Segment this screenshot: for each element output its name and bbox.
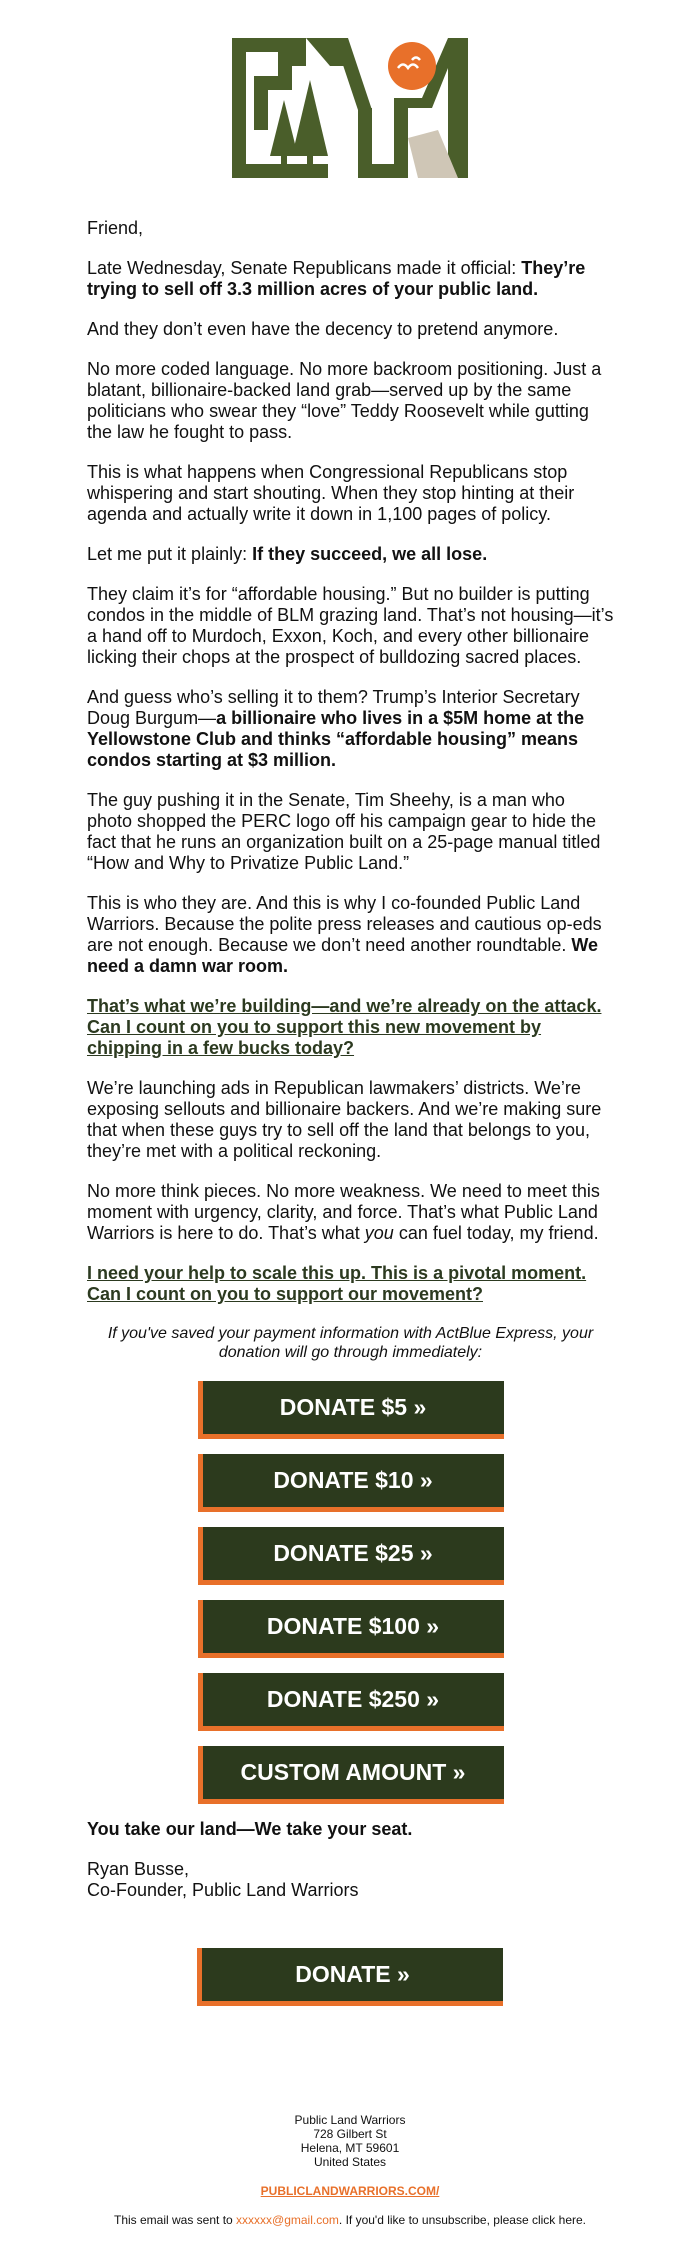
support-link-2[interactable]: I need your help to scale this up. This is a pivotal moment. Can I count on you to support our movement? [87,1263,587,1304]
footer-unsubscribe-text[interactable]: . If you'd like to unsubscribe, please click here. [338,2213,586,2227]
footer-org: Public Land Warriors [294,2113,406,2127]
paragraph-9-text: This is who they are. And this is why I co-founded Public Land Warriors. Because the polite press releases and cautious op-eds are not enough. Because we don’t need another roundtable. [87,893,602,955]
paragraph-1-text: Late Wednesday, Senate Republicans made it official: [87,258,522,278]
paragraph-4: This is what happens when Congressional Republicans stop whispering and start shouting. When they stop hinting at their agenda and actually write it down in 1,100 pages of policy. [87,462,575,524]
footer-street: 728 Gilbert St [313,2127,387,2141]
paragraph-7 [87,687,614,771]
paragraph-1-bold: They’re trying to sell off 3.3 million acres of your public land. [87,258,586,299]
donate-100-button[interactable]: DONATE $100 » [198,1600,504,1658]
donate-25-button[interactable]: DONATE $25 » [198,1527,504,1585]
paragraph-11-italic: you [364,1223,394,1243]
paragraph-11-text-end: can fuel today, my friend. [393,1223,599,1243]
paragraph-11-text: No more think pieces. No more weakness. We need to meet this moment with urgency, clarity, and force. That’s what Public Land Warriors is here to do. That’s what [87,1181,600,1243]
footer [0,2113,700,2227]
paragraph-3: No more coded language. No more backroom positioning. Just a blatant, billionaire-backed land grab—served up by the same politicians who swear they “love” Teddy Roosevelt while gutting the law he fought to pass. [87,359,602,442]
paragraph-11 [87,1181,614,1244]
signature-name: Ryan Busse, [87,1859,190,1879]
footer-city: Helena, MT 59601 [300,2141,400,2155]
custom-amount-button[interactable]: CUSTOM AMOUNT » [198,1746,504,1804]
paragraph-7-bold: a billionaire who lives in a $5M home at the Yellowstone Club and thinks “affordable housing” means condos starting at $3 million. [87,708,585,770]
final-donate-button[interactable]: DONATE » [197,1948,503,2006]
donate-5-button[interactable]: DONATE $5 » [198,1381,504,1439]
actblue-express-note: If you've saved your payment information with ActBlue Express, your donation will go through immediately: [107,1325,594,1361]
donate-250-button[interactable]: DONATE $250 » [198,1673,504,1731]
footer-website-link[interactable]: PUBLICLANDWARRIORS.COM/ [260,2184,440,2198]
support-link-1[interactable]: That’s what we’re building—and we’re already on the attack. Can I count on you to support this new movement by chipping in a few bucks today? [87,996,602,1058]
donate-10-button[interactable]: DONATE $10 » [198,1454,504,1512]
paragraph-5-text: Let me put it plainly: [87,544,253,564]
paragraph-2: And they don’t even have the decency to pretend anymore. [87,319,559,339]
salutation: Friend, [87,218,144,238]
public-land-warriors-logo [232,38,468,178]
paragraph-6: They claim it’s for “affordable housing.” But no builder is putting condos in the middle of BLM grazing land. That’s not housing—it’s a hand off to Murdoch, Exxon, Koch, and every other billionaire licking their chops at the prospect of bulldozing sacred places. [87,584,614,667]
paragraph-7-text: And guess who’s selling it to them? Trump’s Interior Secretary Doug Burgum— [87,687,580,728]
signature-title: Co-Founder, Public Land Warriors [87,1880,359,1900]
paragraph-10: We’re launching ads in Republican lawmakers’ districts. We’re exposing sellouts and billionaire backers. And we’re making sure that when these guys try to sell off the land that belongs to you, they’re met with a political reckoning. [87,1078,602,1161]
footer-country: United States [313,2155,387,2169]
footer-sent-prefix: This email was sent to [113,2213,237,2227]
closing-line: You take our land—We take your seat. [87,1819,413,1839]
paragraph-5-bold: If they succeed, we all lose. [252,544,488,564]
paragraph-9-bold: We need a damn war room. [87,935,599,976]
paragraph-8: The guy pushing it in the Senate, Tim Sheehy, is a man who photo shopped the PERC logo off his campaign gear to hide the fact that he runs an organization built on a 25-page manual titled “How and Why to Privatize Public Land.” [87,790,601,873]
paragraph-9 [87,893,614,977]
paragraph-5 [87,544,614,565]
email-body [87,218,614,1901]
paragraph-1 [87,258,614,300]
footer-sent-line [0,2213,700,2227]
footer-email: xxxxxx@gmail.com [236,2213,339,2227]
